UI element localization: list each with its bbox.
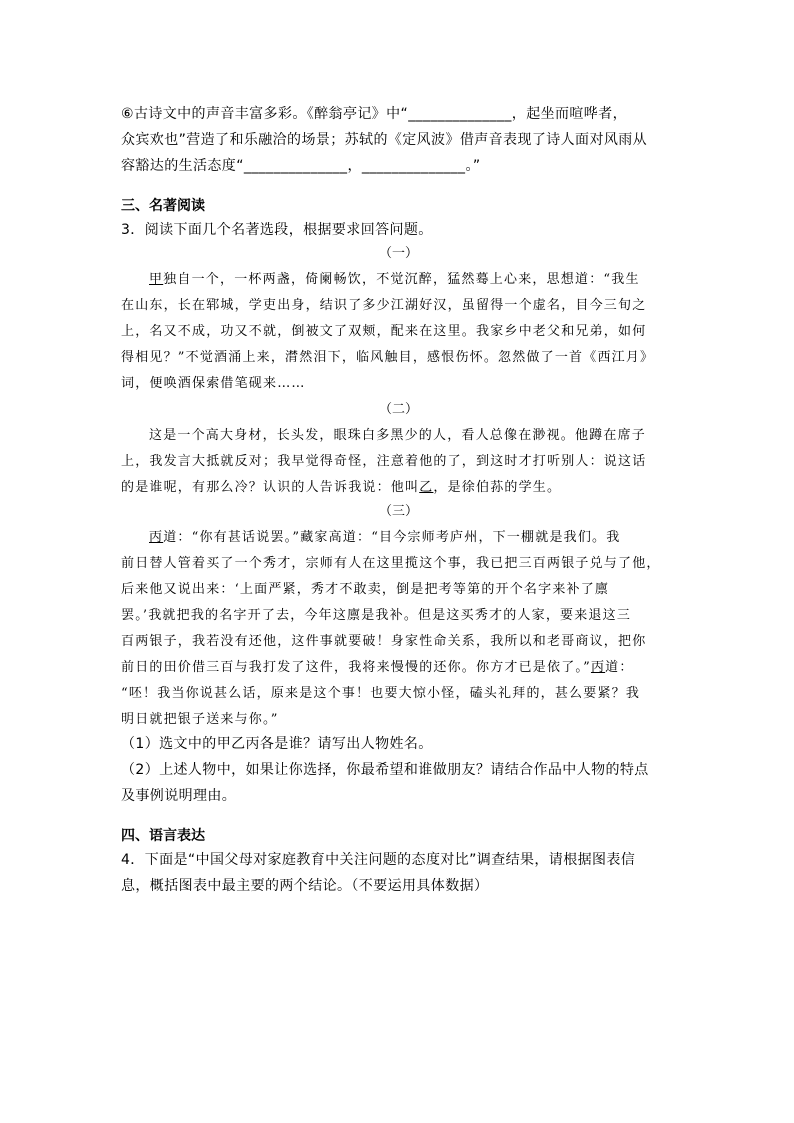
section-3-heading: 三、名著阅读	[121, 198, 205, 214]
excerpt-2-line-1: 这是一个高大身材，长头发，眼珠白多黑少的人，看人总像在渺视。他蹲在席子	[149, 428, 647, 443]
question-4-line-1: 4．下面是“中国父母对家庭教育中关注问题的态度对比”调查结果，请根据图表信	[121, 852, 636, 868]
section-4-heading: 四、语言表达	[121, 828, 205, 844]
excerpt-1-line-3: 上，名又不成，功又不就，倒被文了双颊，配来在这里。我家乡中老父和兄弟，如何	[121, 324, 647, 339]
sub-question-1: （1）选文中的甲乙丙各是谁？请写出人物姓名。	[121, 736, 433, 752]
excerpt-1-line-4: 得相见？”不觉酒涌上来，潸然泪下，临风触目，感恨伤怀。忽然做了一首《西江月》	[121, 350, 655, 365]
excerpt-1-line-5: 词，便唤酒保索借笔砚来……	[121, 376, 306, 391]
excerpt-3-line-3: 后来他又说出来：‘上面严紧，秀才不敢卖，倒是把考等第的开个名字来补了廪	[121, 582, 610, 597]
sub-question-2-line-1: （2）上述人物中，如果让你选择，你最希望和谁做朋友？请结合作品中人物的特点	[121, 762, 649, 778]
excerpt-3-line-8: 明日就把银子送来与你。”	[121, 712, 279, 727]
excerpt-3-line-5: 百两银子，我若没有还他，这件事就要破！身家性命关系，我所以和老哥商议，把你	[121, 634, 647, 649]
excerpt-1-line-1: 甲独自一个，一杯两盏，倚阑畅饮，不觉沉醉，猛然蓦上心来，思想道：“我生	[149, 272, 640, 287]
marker-bing-2: 丙	[590, 660, 606, 675]
excerpt-1-line-2: 在山东，长在郓城，学吏出身，结识了多少江湖好汉，虽留得一个虚名，目今三旬之	[121, 298, 647, 313]
marker-bing: 丙	[149, 530, 164, 545]
excerpt-1-label: （一）	[378, 246, 418, 261]
excerpt-3-label: （三）	[378, 504, 418, 519]
question-3-prompt: 3．阅读下面几个名著选段，根据要求回答问题。	[121, 222, 433, 238]
excerpt-3-line-7: “呸！我当你说甚么话，原来是这个事！也要大惊小怪，磕头礼拜的，甚么要紧？我	[121, 686, 641, 701]
excerpt-3-line-4: 罢。’我就把我的名字开了去，今年这廪是我补。但是这买秀才的人家，要来退这三	[121, 608, 632, 623]
q6-line-3: 容豁达的生活态度“______________，______________。”	[121, 158, 481, 174]
sub-question-2-line-2: 及事例说明理由。	[121, 788, 237, 804]
excerpt-2-line-2: 上，我发言大抵就反对；我早觉得奇怪，注意着他的了，到这时才打听别人：说这话	[121, 454, 647, 469]
question-4-line-2: 息，概括图表中最主要的两个结论。（不要运用具体数据）	[121, 878, 489, 894]
excerpt-3-line-6: 前日的田价借三百与我打发了这件，我将来慢慢的还你。你方才已是依了。”丙道：	[121, 660, 634, 675]
excerpt-3-line-1: 丙道：“你有甚话说罢。”藏家高道：“目今宗师考庐州，下一棚就是我们。我	[149, 530, 621, 545]
marker-jia: 甲	[149, 272, 164, 287]
excerpt-3-line-2: 前日替人管着买了一个秀才，宗师有人在这里揽这个事，我已把三百两银子兑与了他，	[121, 556, 661, 571]
excerpt-2-label: （二）	[378, 402, 418, 417]
marker-yi: 乙	[419, 480, 434, 495]
excerpt-2-line-3: 的是谁呢，有那么冷？认识的人告诉我说：他叫乙，是徐伯荪的学生。	[121, 480, 562, 495]
q6-line-1: ⑥古诗文中的声音丰富多彩。《醉翁亭记》中“______________，起坐而喧哗者，	[121, 106, 628, 122]
q6-line-2: 众宾欢也”营造了和乐融洽的场景；苏轼的《定风波》借声音表现了诗人面对风雨从	[121, 132, 648, 148]
